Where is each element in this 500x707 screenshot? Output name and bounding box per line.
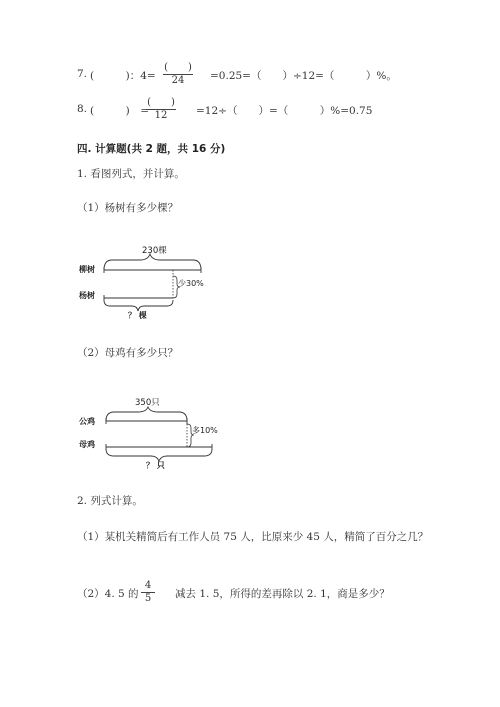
diagram-1-bottom-label: ？ 棵 bbox=[128, 311, 147, 320]
problem-1-title: 1. 看图列式，并计算。 bbox=[77, 168, 185, 180]
diagram-2-bottom-brace bbox=[106, 449, 212, 461]
diagram-2-diff-label: 多10% bbox=[192, 426, 218, 435]
question-8-part1: ( ) = bbox=[90, 105, 149, 117]
problem-2-sub2-part2: 减去 1. 5，所得的差再除以 2. 1，商是多少？ bbox=[175, 588, 390, 600]
fraction-numerator: ( ) bbox=[147, 97, 175, 108]
question-8-part2: =12÷（ ）=（ ）%=0.75 bbox=[196, 105, 373, 117]
diagram-2-top-brace bbox=[106, 407, 187, 421]
diagram-1-row1-label: 柳树 bbox=[79, 265, 95, 274]
question-7-fraction bbox=[163, 62, 193, 87]
problem-2-sub2-part1: （2）4. 5 的 bbox=[77, 588, 139, 600]
diagram-2-row1-label: 公鸡 bbox=[79, 417, 95, 426]
fraction-denominator: 24 bbox=[171, 75, 185, 86]
line-segment-diagram-1 bbox=[76, 240, 226, 322]
problem-1-sub2: （2）母鸡有多少只？ bbox=[77, 347, 179, 359]
problem-2-title: 2. 列式计算。 bbox=[77, 495, 143, 507]
question-8-number: 8. bbox=[77, 103, 88, 115]
fraction-numerator: 4 bbox=[144, 580, 152, 591]
diagram-1-top-label: 230棵 bbox=[142, 246, 167, 256]
question-8-fraction bbox=[146, 97, 176, 122]
fraction-denominator: 12 bbox=[154, 110, 168, 121]
diagram-1-diff-label: 少30% bbox=[178, 279, 204, 288]
diagram-2-bottom-label: ？ 只 bbox=[146, 461, 165, 470]
problem-2-sub1: （1）某机关精简后有工作人员 75 人，比原来少 45 人，精简了百分之几？ bbox=[77, 531, 429, 543]
problem-1-sub1: （1）杨树有多少棵？ bbox=[77, 202, 179, 214]
fraction-denominator: 5 bbox=[144, 593, 152, 604]
diagram-2-row2-label: 母鸡 bbox=[79, 440, 95, 449]
question-7-part1: ( )：4= bbox=[90, 70, 156, 82]
fraction-numerator: ( ) bbox=[164, 62, 192, 73]
problem-2-sub2-fraction bbox=[141, 580, 155, 605]
diagram-2-top-label: 350只 bbox=[135, 398, 160, 408]
question-7-number: 7. bbox=[77, 68, 88, 80]
question-7-part2: =0.25=（ ）÷12=（ ）%。 bbox=[210, 70, 397, 82]
diagram-1-top-brace bbox=[104, 254, 201, 270]
diagram-1-row2-label: 杨树 bbox=[79, 291, 95, 300]
line-segment-diagram-2 bbox=[76, 392, 226, 472]
section-heading: 四. 计算题(共 2 题，共 16 分) bbox=[77, 143, 226, 155]
diagram-1-bottom-brace bbox=[104, 300, 173, 311]
